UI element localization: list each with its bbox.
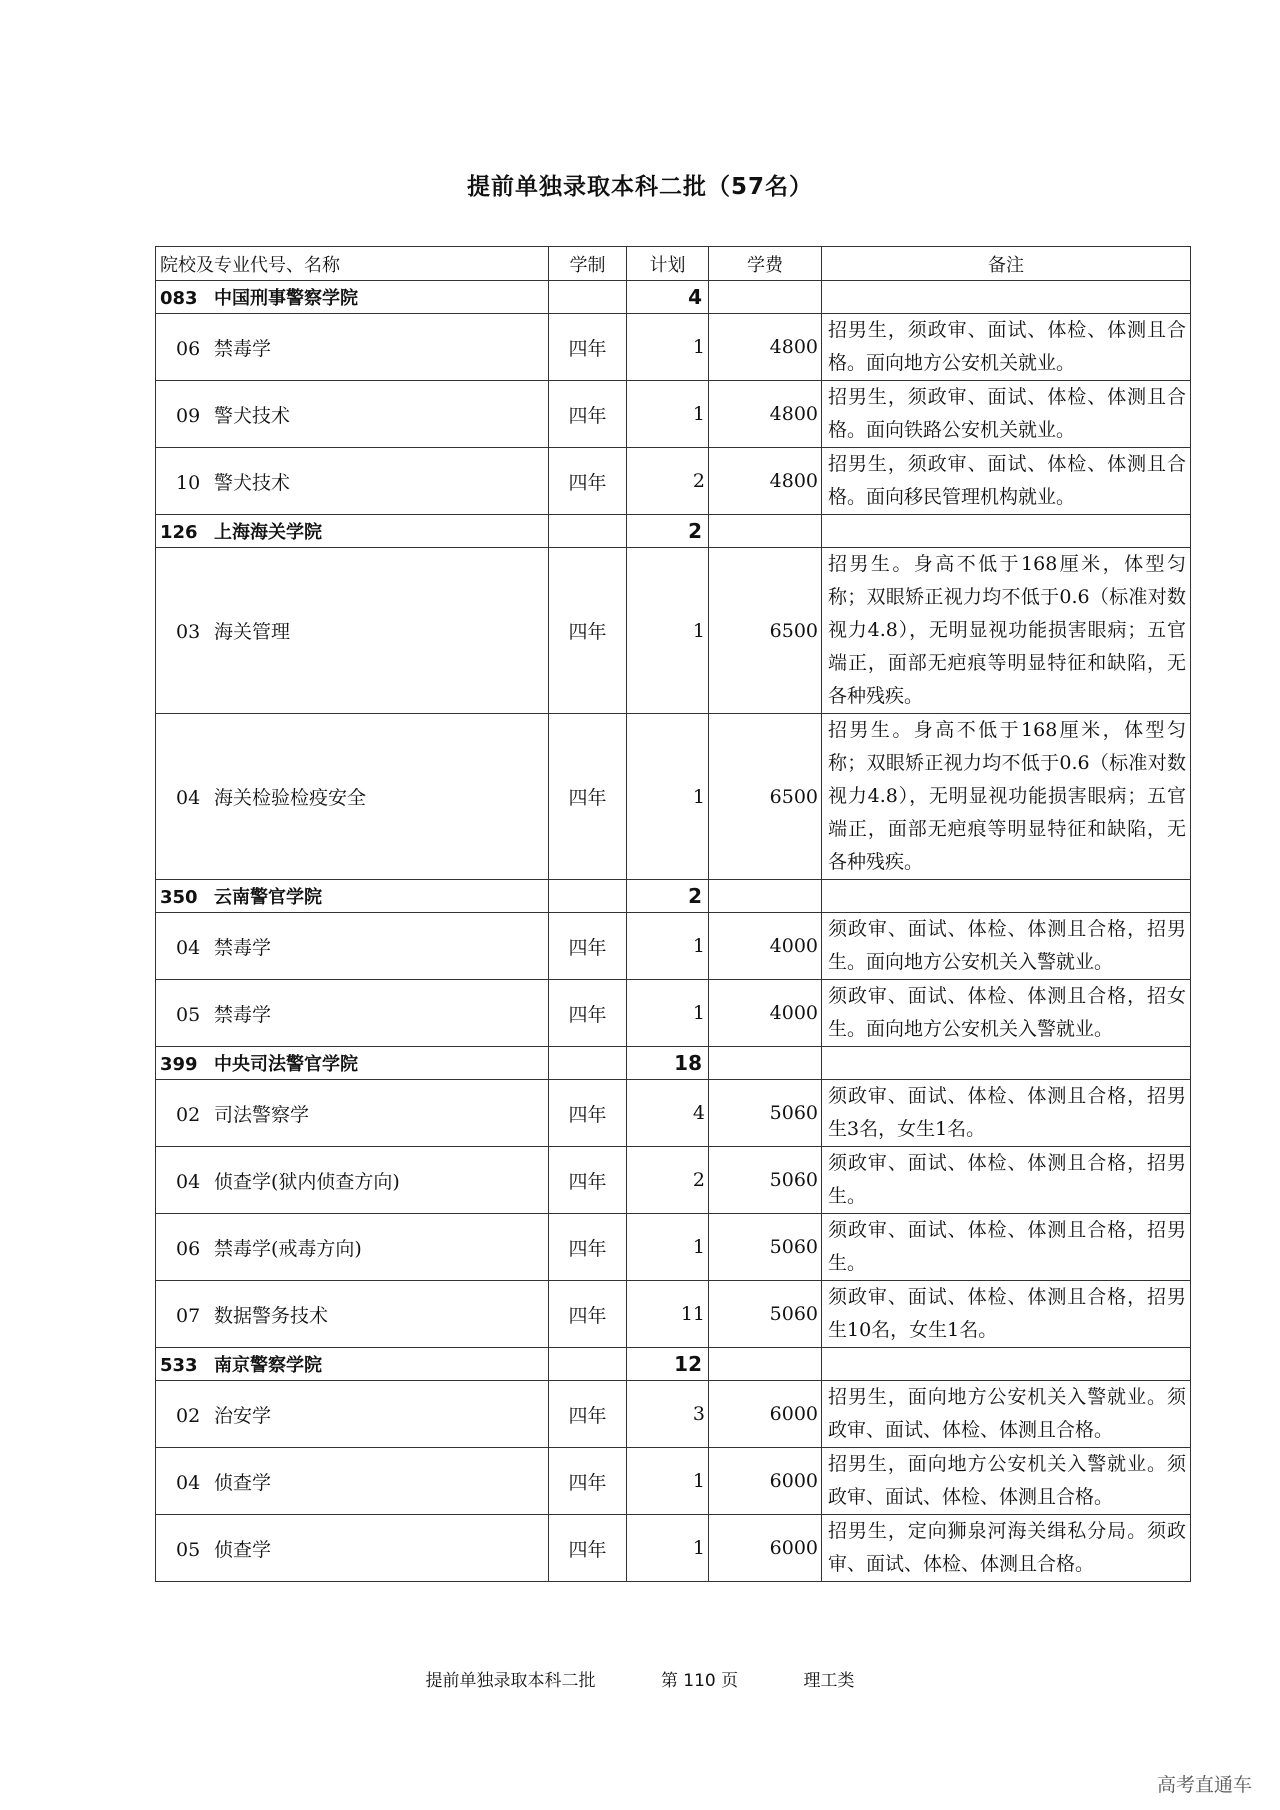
school-length-cell <box>549 281 627 314</box>
header-plan: 计划 <box>627 247 709 281</box>
school-note-cell <box>822 281 1191 314</box>
major-length: 四年 <box>549 1214 627 1281</box>
major-plan: 4 <box>627 1080 709 1147</box>
school-code: 350 <box>160 887 198 908</box>
major-code: 06 <box>176 337 201 360</box>
major-row <box>156 1448 1191 1515</box>
major-code: 04 <box>176 1471 201 1494</box>
major-row <box>156 548 1191 714</box>
major-fee: 4000 <box>709 913 822 980</box>
major-code: 05 <box>176 1538 201 1561</box>
major-plan: 1 <box>627 1515 709 1582</box>
school-code: 083 <box>160 288 198 309</box>
table-body <box>156 281 1191 1582</box>
major-fee: 6500 <box>709 548 822 714</box>
major-plan: 2 <box>627 1147 709 1214</box>
major-code: 10 <box>176 471 201 494</box>
major-name-cell <box>156 1448 549 1515</box>
school-length-cell <box>549 1348 627 1381</box>
major-row <box>156 980 1191 1047</box>
major-note: 须政审、面试、体检、体测且合格，招男生。 <box>822 1147 1191 1214</box>
major-plan: 1 <box>627 714 709 880</box>
major-name: 海关管理 <box>214 621 291 643</box>
major-name-cell <box>156 381 549 448</box>
footer-batch: 提前单独录取本科二批 <box>425 1671 596 1691</box>
header-name: 院校及专业代号、名称 <box>156 247 549 281</box>
page-footer <box>0 1666 1280 1691</box>
major-note: 招男生，须政审、面试、体检、体测且合格。面向移民管理机构就业。 <box>822 448 1191 515</box>
major-code: 03 <box>176 621 201 643</box>
major-length: 四年 <box>549 913 627 980</box>
major-name: 数据警务技术 <box>214 1304 329 1327</box>
school-code: 126 <box>160 522 198 543</box>
school-plan: 4 <box>627 281 709 314</box>
major-code: 04 <box>176 936 201 959</box>
major-plan: 3 <box>627 1381 709 1448</box>
school-name-cell <box>156 1348 549 1381</box>
watermark-text: 高考直通车 <box>1156 1774 1252 1796</box>
major-row <box>156 1080 1191 1147</box>
major-note: 招男生，面向地方公安机关入警就业。须政审、面试、体检、体测且合格。 <box>822 1381 1191 1448</box>
major-name-cell <box>156 980 549 1047</box>
major-plan: 11 <box>627 1281 709 1348</box>
major-fee: 4800 <box>709 381 822 448</box>
school-note-cell <box>822 1348 1191 1381</box>
major-code: 02 <box>176 1103 201 1126</box>
major-name-cell <box>156 913 549 980</box>
page-title: 提前单独录取本科二批（57名） <box>466 174 813 200</box>
major-note: 须政审、面试、体检、体测且合格，招男生。 <box>822 1214 1191 1281</box>
school-plan: 2 <box>627 880 709 913</box>
major-name: 海关检验检疫安全 <box>214 787 367 809</box>
major-name: 侦查学 <box>214 1538 272 1561</box>
major-length: 四年 <box>549 714 627 880</box>
school-name-cell <box>156 281 549 314</box>
major-row <box>156 314 1191 381</box>
school-length-cell <box>549 1047 627 1080</box>
major-length: 四年 <box>549 314 627 381</box>
school-name-cell <box>156 880 549 913</box>
major-name-cell <box>156 1147 549 1214</box>
major-note: 须政审、面试、体检、体测且合格，招女生。面向地方公安机关入警就业。 <box>822 980 1191 1047</box>
major-fee: 4000 <box>709 980 822 1047</box>
major-fee: 5060 <box>709 1281 822 1348</box>
major-code: 02 <box>176 1404 201 1427</box>
major-length: 四年 <box>549 980 627 1047</box>
school-note-cell <box>822 1047 1191 1080</box>
major-row <box>156 1281 1191 1348</box>
school-code: 399 <box>160 1054 198 1075</box>
major-row <box>156 1515 1191 1582</box>
major-fee: 6000 <box>709 1448 822 1515</box>
major-fee: 5060 <box>709 1147 822 1214</box>
table-header-row <box>156 247 1191 281</box>
major-length: 四年 <box>549 1448 627 1515</box>
school-row <box>156 880 1191 913</box>
school-fee-cell <box>709 281 822 314</box>
major-name: 禁毒学 <box>214 936 272 959</box>
major-row <box>156 448 1191 515</box>
major-plan: 1 <box>627 913 709 980</box>
school-fee-cell <box>709 1047 822 1080</box>
school-name: 中央司法警官学院 <box>214 1054 358 1075</box>
major-code: 07 <box>176 1304 201 1327</box>
major-code: 04 <box>176 1170 201 1193</box>
school-row <box>156 1348 1191 1381</box>
major-plan: 1 <box>627 1448 709 1515</box>
major-note: 须政审、面试、体检、体测且合格，招男生3名，女生1名。 <box>822 1080 1191 1147</box>
school-fee-cell <box>709 1348 822 1381</box>
major-length: 四年 <box>549 381 627 448</box>
major-name: 治安学 <box>214 1404 272 1427</box>
school-row <box>156 515 1191 548</box>
major-fee: 4800 <box>709 448 822 515</box>
major-plan: 2 <box>627 448 709 515</box>
footer-category: 理工类 <box>803 1671 855 1691</box>
major-name-cell <box>156 314 549 381</box>
major-code: 09 <box>176 404 201 427</box>
header-fee: 学费 <box>709 247 822 281</box>
major-note: 招男生，须政审、面试、体检、体测且合格。面向铁路公安机关就业。 <box>822 381 1191 448</box>
major-length: 四年 <box>549 1147 627 1214</box>
major-name-cell <box>156 1214 549 1281</box>
major-fee: 4800 <box>709 314 822 381</box>
major-note: 招男生，须政审、面试、体检、体测且合格。面向地方公安机关就业。 <box>822 314 1191 381</box>
major-fee: 6000 <box>709 1515 822 1582</box>
major-fee: 5060 <box>709 1214 822 1281</box>
major-length: 四年 <box>549 448 627 515</box>
school-name-cell <box>156 515 549 548</box>
school-name: 上海海关学院 <box>214 522 322 543</box>
major-fee: 6500 <box>709 714 822 880</box>
major-plan: 1 <box>627 980 709 1047</box>
major-length: 四年 <box>549 548 627 714</box>
school-length-cell <box>549 515 627 548</box>
major-name-cell <box>156 1515 549 1582</box>
school-plan: 2 <box>627 515 709 548</box>
school-name: 南京警察学院 <box>214 1355 322 1376</box>
header-note: 备注 <box>822 247 1191 281</box>
major-row <box>156 714 1191 880</box>
major-name: 禁毒学 <box>214 337 272 360</box>
school-row <box>156 1047 1191 1080</box>
major-plan: 1 <box>627 314 709 381</box>
major-name-cell <box>156 714 549 880</box>
major-fee: 6000 <box>709 1381 822 1448</box>
major-note: 招男生，定向狮泉河海关缉私分局。须政审、面试、体检、体测且合格。 <box>822 1515 1191 1582</box>
major-name: 禁毒学 <box>214 1003 272 1026</box>
admission-table <box>155 246 1191 1582</box>
major-length: 四年 <box>549 1080 627 1147</box>
header-length: 学制 <box>549 247 627 281</box>
school-note-cell <box>822 880 1191 913</box>
school-fee-cell <box>709 880 822 913</box>
major-row <box>156 381 1191 448</box>
major-name: 警犬技术 <box>214 471 291 494</box>
major-code: 04 <box>176 787 201 809</box>
major-row <box>156 1147 1191 1214</box>
major-name: 侦查学(狱内侦查方向) <box>214 1170 400 1193</box>
school-fee-cell <box>709 515 822 548</box>
major-code: 06 <box>176 1237 201 1260</box>
major-plan: 1 <box>627 1214 709 1281</box>
major-note: 须政审、面试、体检、体测且合格，招男生。面向地方公安机关入警就业。 <box>822 913 1191 980</box>
major-name-cell <box>156 1080 549 1147</box>
school-plan: 12 <box>627 1348 709 1381</box>
major-name-cell <box>156 1381 549 1448</box>
school-code: 533 <box>160 1355 198 1376</box>
school-length-cell <box>549 880 627 913</box>
school-row <box>156 281 1191 314</box>
school-name: 云南警官学院 <box>214 887 322 908</box>
major-name-cell <box>156 1281 549 1348</box>
major-code: 05 <box>176 1003 201 1026</box>
major-length: 四年 <box>549 1381 627 1448</box>
school-plan: 18 <box>627 1047 709 1080</box>
major-name: 禁毒学(戒毒方向) <box>214 1237 362 1260</box>
major-note: 招男生。身高不低于168厘米，体型匀称；双眼矫正视力均不低于0.6（标准对数视力4.8），无明显视功能损害眼病；五官端正，面部无疤痕等明显特征和缺陷，无各种残疾。 <box>822 714 1191 880</box>
major-fee: 5060 <box>709 1080 822 1147</box>
major-name: 警犬技术 <box>214 404 291 427</box>
major-length: 四年 <box>549 1515 627 1582</box>
major-name: 侦查学 <box>214 1471 272 1494</box>
major-row <box>156 1381 1191 1448</box>
major-name: 司法警察学 <box>214 1103 310 1126</box>
school-name: 中国刑事警察学院 <box>214 288 358 309</box>
major-row <box>156 913 1191 980</box>
school-note-cell <box>822 515 1191 548</box>
major-note: 须政审、面试、体检、体测且合格，招男生10名，女生1名。 <box>822 1281 1191 1348</box>
major-name-cell <box>156 448 549 515</box>
major-length: 四年 <box>549 1281 627 1348</box>
footer-page-number: 第 110 页 <box>660 1671 739 1691</box>
major-plan: 1 <box>627 548 709 714</box>
major-note: 招男生。身高不低于168厘米，体型匀称；双眼矫正视力均不低于0.6（标准对数视力4.8），无明显视功能损害眼病；五官端正，面部无疤痕等明显特征和缺陷，无各种残疾。 <box>822 548 1191 714</box>
major-row <box>156 1214 1191 1281</box>
major-plan: 1 <box>627 381 709 448</box>
school-name-cell <box>156 1047 549 1080</box>
major-note: 招男生，面向地方公安机关入警就业。须政审、面试、体检、体测且合格。 <box>822 1448 1191 1515</box>
major-name-cell <box>156 548 549 714</box>
